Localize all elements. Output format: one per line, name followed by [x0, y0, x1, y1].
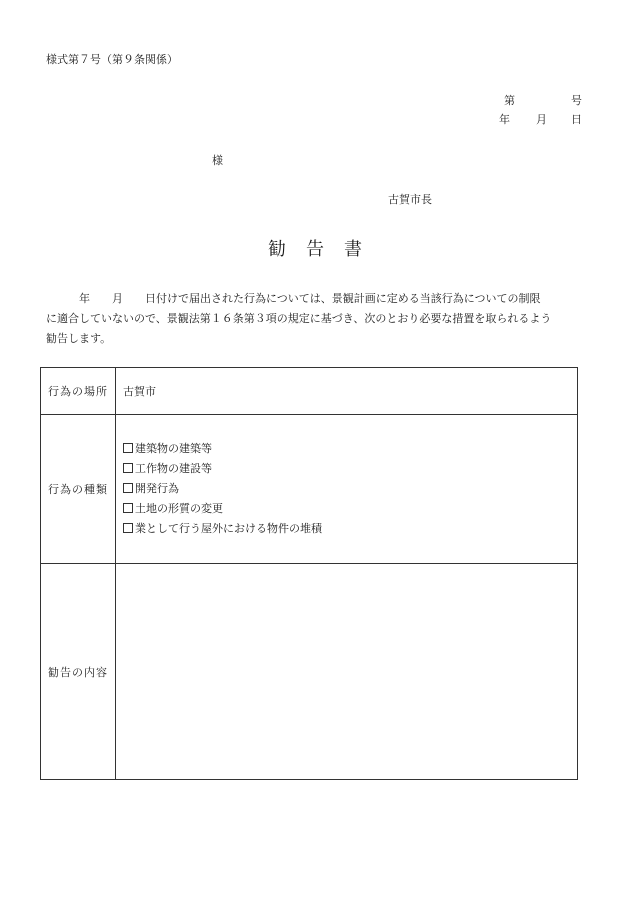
type-option-label: 建築物の建築等 — [135, 442, 212, 455]
body-line-3: 勧告します。 — [46, 332, 112, 345]
type-option-building[interactable] — [123, 439, 577, 459]
checkbox-icon[interactable] — [123, 463, 133, 473]
type-option-structure[interactable] — [123, 459, 577, 479]
checkbox-icon[interactable] — [123, 523, 133, 533]
document-number-suffix: 号 — [571, 94, 582, 107]
type-option-label: 土地の形質の変更 — [135, 502, 223, 515]
table-row-place — [41, 368, 578, 415]
table-row-type — [41, 415, 578, 564]
checkbox-icon[interactable] — [123, 483, 133, 493]
body-line-1: 年 月 日付けで届出された行為については、景観計画に定める当該行為についての制限 — [46, 292, 541, 305]
recommendation-details-table — [40, 367, 578, 780]
date-month-label: 月 — [536, 113, 547, 126]
type-option-label: 工作物の建設等 — [135, 462, 212, 475]
recommendation-body-text — [46, 289, 586, 349]
table-row-content — [41, 564, 578, 780]
type-option-label: 開発行為 — [135, 482, 179, 495]
content-value[interactable] — [116, 564, 578, 780]
document-number — [504, 92, 582, 108]
checkbox-icon[interactable] — [123, 503, 133, 513]
addressee-honorific: 様 — [212, 154, 223, 167]
place-value: 古賀市 — [116, 368, 578, 415]
type-options-cell — [116, 415, 578, 564]
document-date — [499, 111, 582, 127]
type-label: 行為の種類 — [41, 415, 116, 564]
type-option-land-change[interactable] — [123, 499, 577, 519]
date-year-label: 年 — [499, 113, 510, 126]
document-number-prefix: 第 — [504, 94, 515, 107]
content-label: 勧告の内容 — [41, 564, 116, 780]
type-option-development[interactable] — [123, 479, 577, 499]
body-line-2: に適合していないので、景観法第１６条第３項の規定に基づき、次のとおり必要な措置を取られるよう — [46, 312, 552, 325]
issuer-name: 古賀市長 — [388, 193, 432, 206]
document-title: 勧告書 — [268, 239, 382, 260]
type-option-label: 業として行う屋外における物件の堆積 — [135, 522, 322, 535]
type-option-outdoor-storage[interactable] — [123, 519, 577, 539]
form-number: 様式第７号（第９条関係） — [46, 53, 178, 66]
date-day-label: 日 — [571, 113, 582, 126]
place-label: 行為の場所 — [41, 368, 116, 415]
checkbox-icon[interactable] — [123, 443, 133, 453]
